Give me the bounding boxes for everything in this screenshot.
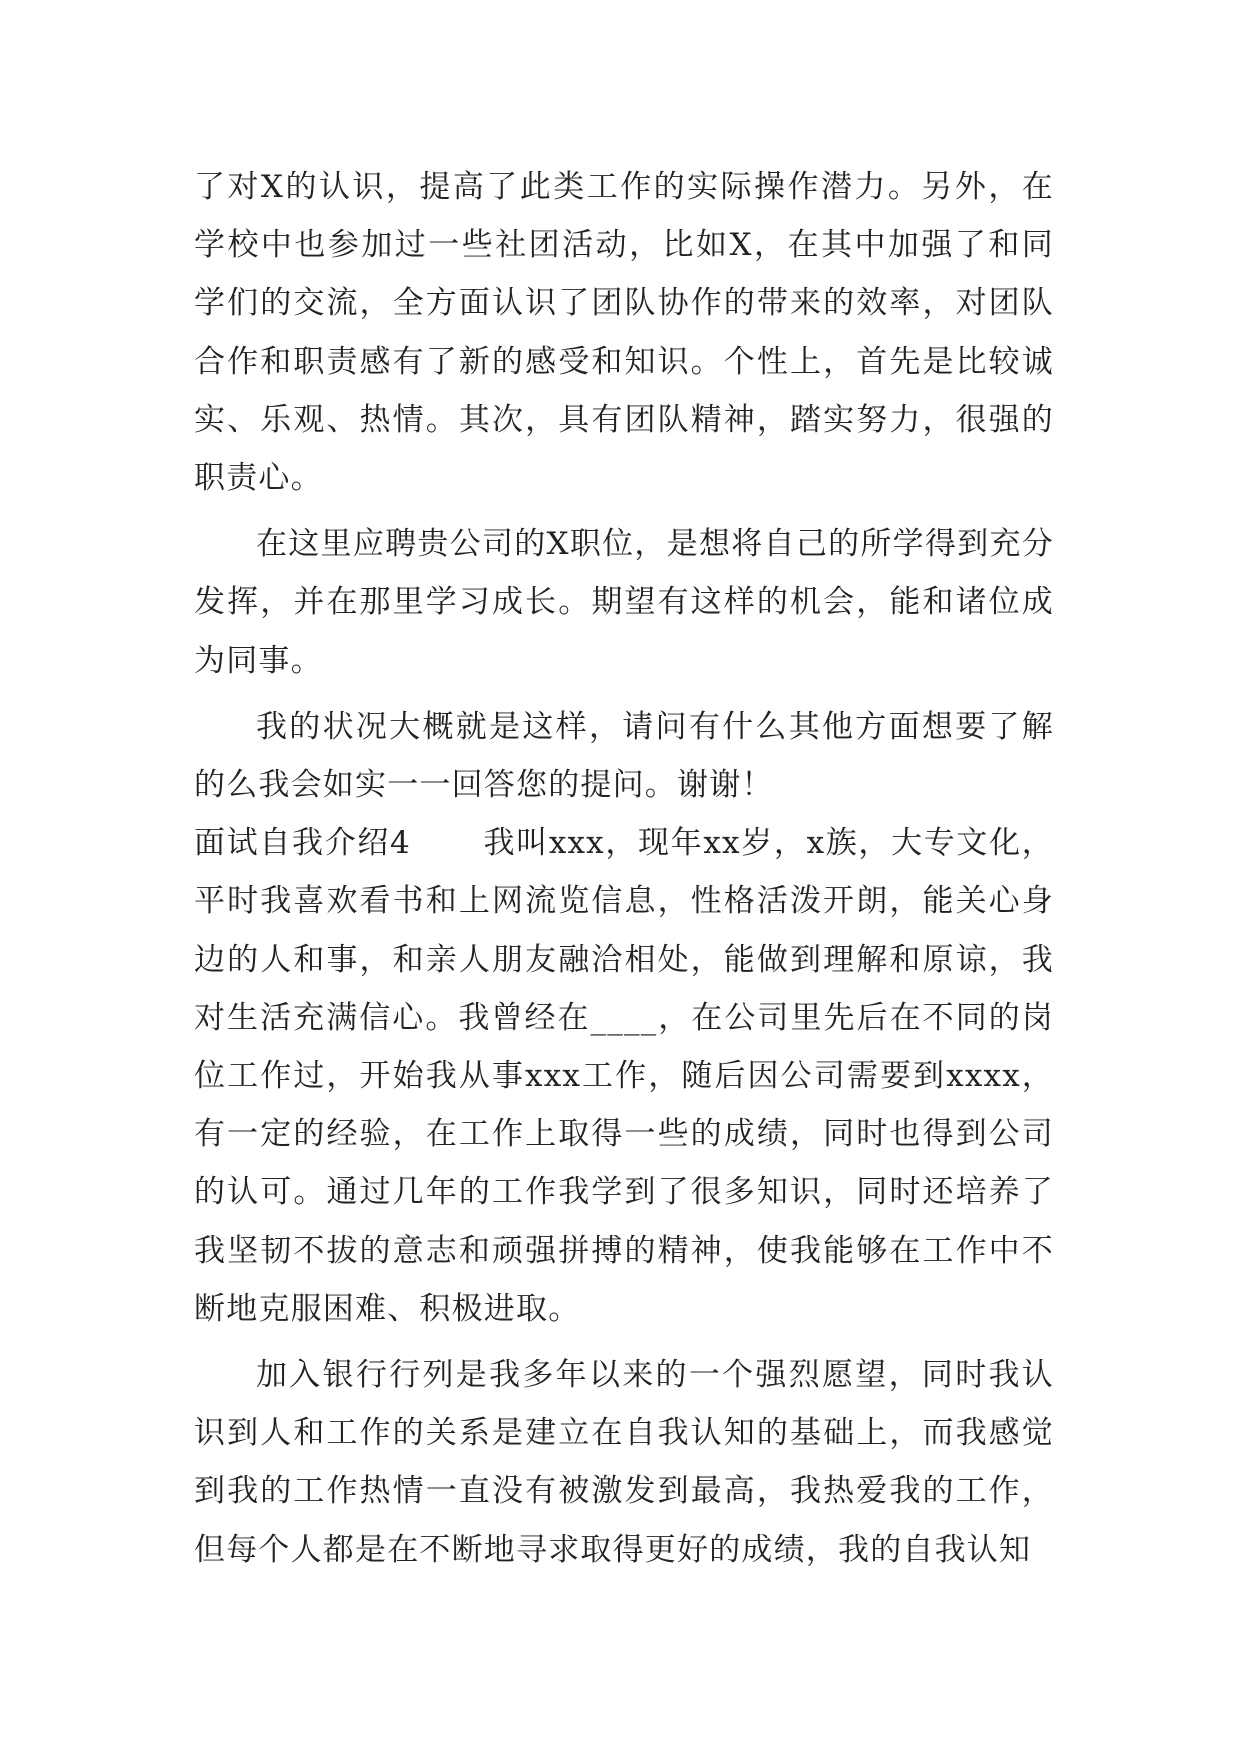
document-body bbox=[194, 158, 1054, 1579]
paragraph-bank-career: 加入银行行列是我多年以来的一个强烈愿望，同时我认识到人和工作的关系是建立在自我认知的基础上，而我感觉到我的工作热情一直没有被激发到最高，我热爱我的工作，但每个人都是在不断地寻求取得更好的成绩，我的自我认知 bbox=[194, 1357, 1054, 1568]
section-4-body: 我叫xxx，现年xx岁，x族，大专文化，平时我喜欢看书和上网流览信息，性格活泼开朗，能关心身边的人和事，和亲人朋友融洽相处，能做到理解和原谅，我对生活充满信心。我曾经在____，在公司里先后在不同的岗位工作过，开始我从事xxx工作，随后因公司需要到xxxx，有一定的经验，在工作上取得一些的成绩，同时也得到公司的认可。通过几年的工作我学到了很多知识，同时还培养了我坚韧不拔的意志和顽强拼搏的精神，使我能够在工作中不断地克服困难、积极进取。 bbox=[194, 825, 1054, 1327]
section-title: 面试自我介绍4 bbox=[194, 825, 411, 862]
section-4 bbox=[194, 814, 1054, 1338]
paragraph-closing: 我的状况大概就是这样，请问有什么其他方面想要了解的么我会如实一一回答您的提问。谢谢！ bbox=[194, 708, 1054, 804]
paragraph-continuation: 了对X的认识，提高了此类工作的实际操作潜力。另外，在学校中也参加过一些社团活动，比如X，在其中加强了和同学们的交流，全方面认识了团队协作的带来的效率，对团队合作和职责感有了新的感受和知识。个性上，首先是比较诚实、乐观、热情。其次，具有团队精神，踏实努力，很强的职责心。 bbox=[194, 169, 1054, 497]
paragraph-application: 在这里应聘贵公司的X职位，是想将自己的所学得到充分发挥，并在那里学习成长。期望有这样的机会，能和诸位成为同事。 bbox=[194, 526, 1054, 679]
